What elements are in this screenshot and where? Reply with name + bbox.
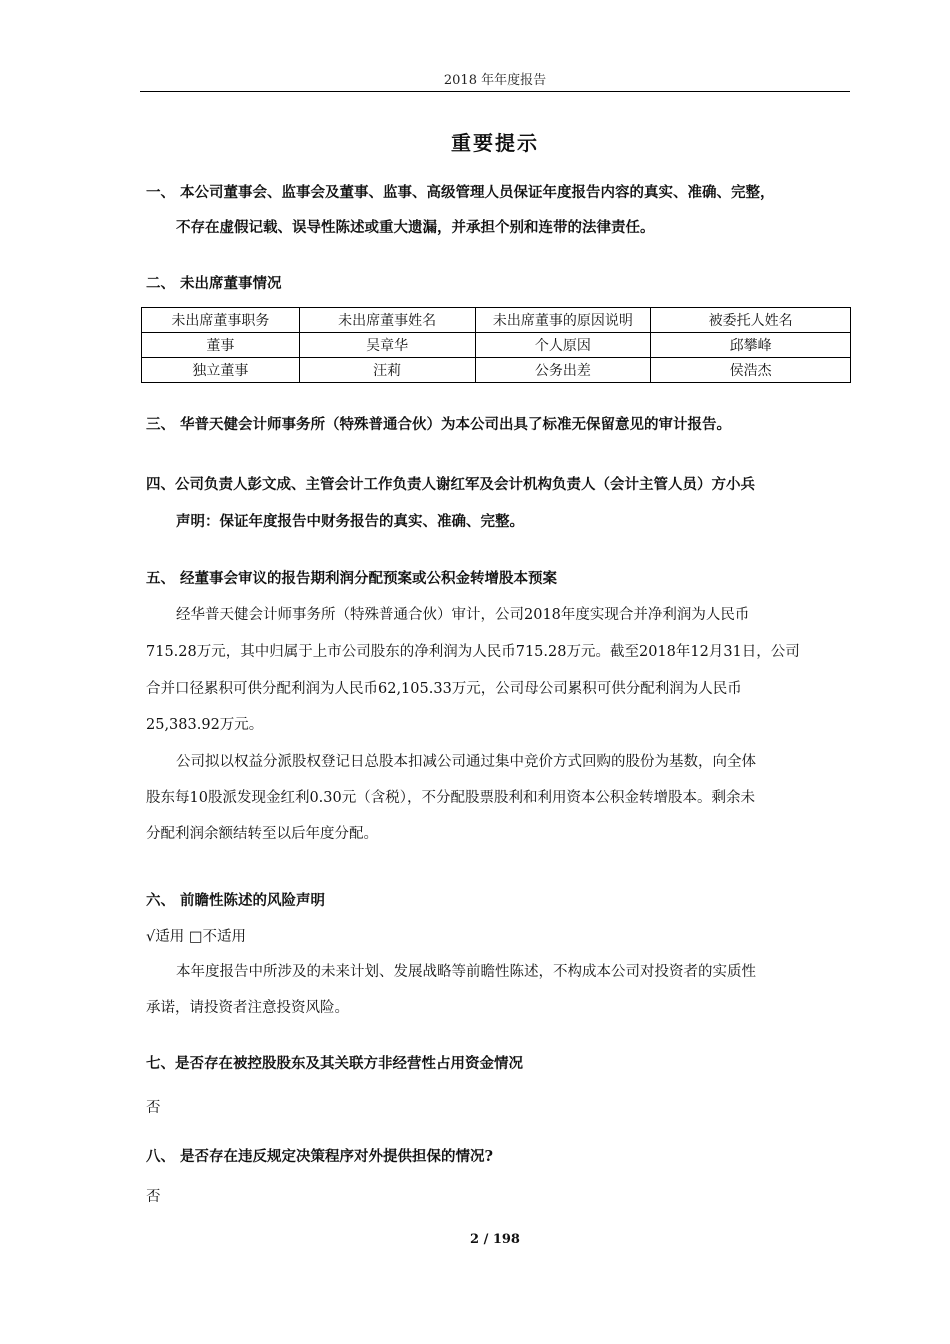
table-header-row <box>142 308 851 333</box>
section-6-paragraph-line: 承诺，请投资者注意投资风险。 <box>146 1000 349 1016</box>
table-header-cell: 未出席董事职务 <box>142 308 300 333</box>
header-divider <box>140 91 850 92</box>
section-5-paragraph-1-line: 经华普天健会计师事务所（特殊普通合伙）审计，公司2018年度实现合并净利润为人民币 <box>176 607 750 623</box>
section-4-line-1: 四、公司负责人彭文成、主管会计工作负责人谢红军及会计机构负责人（会计主管人员）方小兵 <box>146 476 755 493</box>
table-header-cell: 未出席董事的原因说明 <box>475 308 651 333</box>
section-7-answer: 否 <box>146 1100 161 1116</box>
section-5-paragraph-1-line: 合并口径累积可供分配利润为人民币62,105.33万元，公司母公司累积可供分配利润为人民币 <box>146 681 742 697</box>
section-1-line-2: 不存在虚假记载、误导性陈述或重大遗漏，并承担个别和连带的法律责任。 <box>176 219 655 236</box>
table-cell: 董事 <box>142 333 300 358</box>
table-cell: 邱攀峰 <box>651 333 851 358</box>
applicability-status: √适用 □不适用 <box>146 929 247 945</box>
section-8-answer: 否 <box>146 1189 161 1205</box>
section-2-heading: 二、 未出席董事情况 <box>146 275 282 292</box>
table-cell: 个人原因 <box>475 333 651 358</box>
section-6-heading: 六、 前瞻性陈述的风险声明 <box>146 892 326 909</box>
section-5-paragraph-2-line: 分配利润余额结转至以后年度分配。 <box>146 826 378 842</box>
absent-directors-table <box>141 307 851 383</box>
section-6-paragraph-line: 本年度报告中所涉及的未来计划、发展战略等前瞻性陈述，不构成本公司对投资者的实质性 <box>176 964 756 980</box>
section-8-heading: 八、 是否存在违反规定决策程序对外提供担保的情况? <box>146 1148 494 1165</box>
page-header-title: 2018 年年度报告 <box>443 73 547 88</box>
table-row <box>142 358 851 383</box>
table-cell: 独立董事 <box>142 358 300 383</box>
section-5-heading: 五、 经董事会审议的报告期利润分配预案或公积金转增股本预案 <box>146 570 558 587</box>
table-header-cell: 被委托人姓名 <box>651 308 851 333</box>
table-cell: 吴章华 <box>299 333 475 358</box>
page-number: 2 / 198 <box>470 1232 520 1247</box>
document-title: 重要提示 <box>451 131 539 155</box>
table-cell: 公务出差 <box>475 358 651 383</box>
section-4-line-2: 声明：保证年度报告中财务报告的真实、准确、完整。 <box>176 513 524 530</box>
table-cell: 汪莉 <box>299 358 475 383</box>
table-header-cell: 未出席董事姓名 <box>299 308 475 333</box>
section-5-paragraph-2-line: 公司拟以权益分派股权登记日总股本扣减公司通过集中竞价方式回购的股份为基数，向全体 <box>176 754 756 770</box>
section-3-text: 三、 华普天健会计师事务所（特殊普通合伙）为本公司出具了标准无保留意见的审计报告。 <box>146 416 732 433</box>
section-5-paragraph-1-line: 715.28万元，其中归属于上市公司股东的净利润为人民币715.28万元。截至2018年12月31日，公司 <box>146 644 800 660</box>
table-row <box>142 333 851 358</box>
section-5-paragraph-1-line: 25,383.92万元。 <box>146 717 264 733</box>
table-cell: 侯浩杰 <box>651 358 851 383</box>
section-1-line-1: 一、 本公司董事会、监事会及董事、监事、高级管理人员保证年度报告内容的真实、准确、完整， <box>146 184 775 201</box>
section-7-heading: 七、是否存在被控股股东及其关联方非经营性占用资金情况 <box>146 1055 523 1072</box>
section-5-paragraph-2-line: 股东每10股派发现金红利0.30元（含税），不分配股票股利和利用资本公积金转增股本。剩余未 <box>146 790 755 806</box>
